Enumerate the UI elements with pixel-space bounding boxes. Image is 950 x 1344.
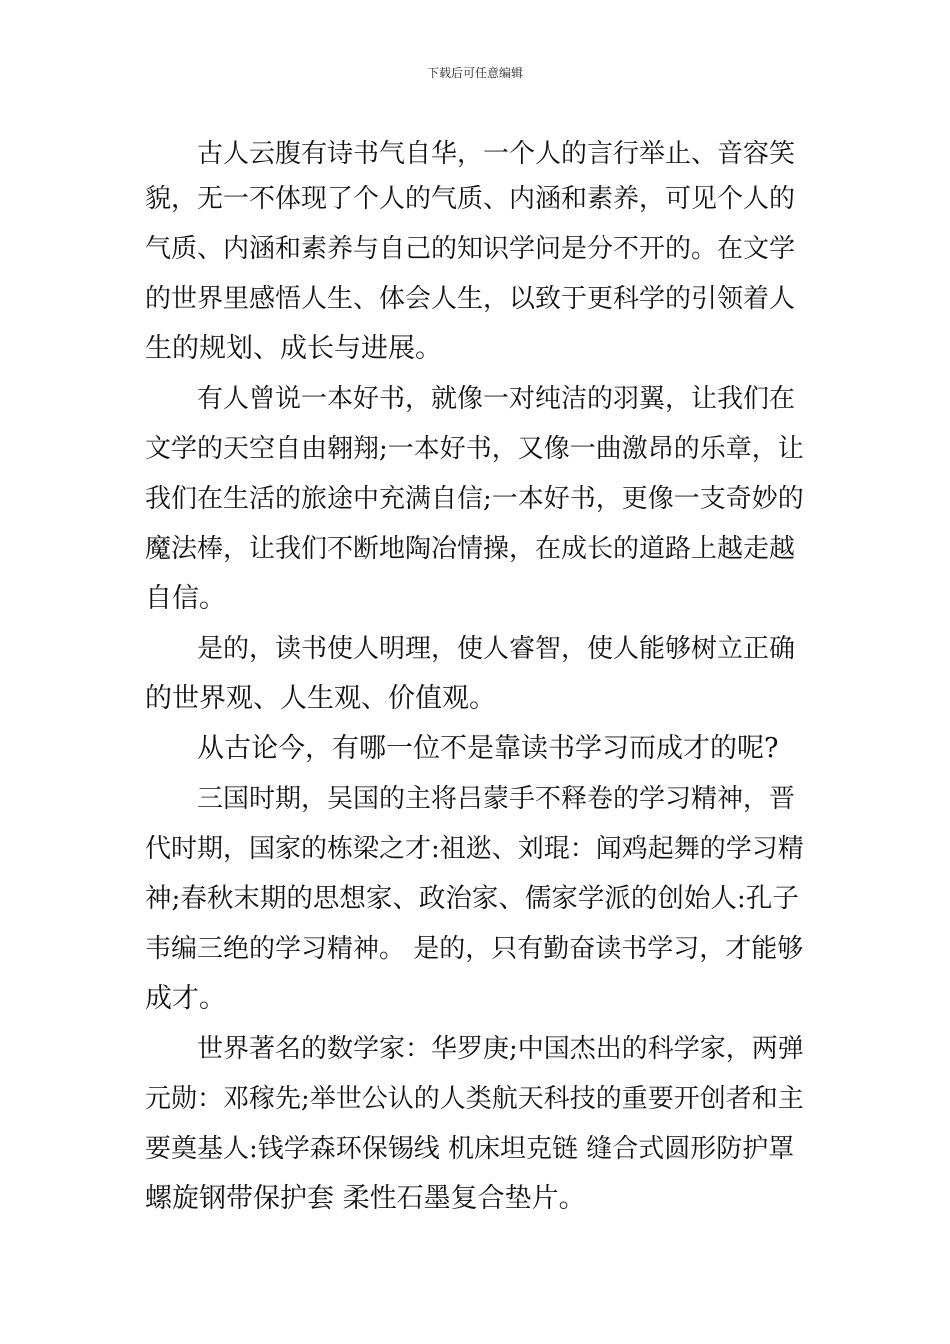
text-line: 世界著名的数学家：华罗庚;中国杰出的科学家，两弹 <box>197 1034 804 1064</box>
text-line: 从古论今，有哪一位不是靠读书学习而成才的呢? <box>197 733 779 764</box>
text-line: 文学的天空自由翱翔;一本好书，又像一曲激昂的乐章，让 <box>145 434 804 464</box>
text-line: 我们在生活的旅途中充满自信;一本好书，更像一支奇妙的 <box>145 484 804 514</box>
text-line: 古人云腹有诗书气自华，一个人的言行举止、音容笑 <box>197 139 796 169</box>
text-line: 元勋：邓稼先;举世公认的人类航天科技的重要开创者和主 <box>145 1084 804 1114</box>
text-line: 貌，无一不体现了个人的气质、内涵和素养，可见个人的 <box>145 184 796 214</box>
text-line: 魔法棒，让我们不断地陶冶情操，在成长的道路上越走越 <box>145 534 796 564</box>
text-line: 生的规划、成长与进展。 <box>145 333 442 364</box>
text-line: 代时期，国家的栋梁之才:祖逖、刘琨：闻鸡起舞的学习精 <box>145 834 804 864</box>
text-line: 的世界观、人生观、价值观。 <box>145 683 496 714</box>
text-line: 自信。 <box>145 583 226 614</box>
page-header: 下载后可任意编辑 <box>426 66 523 80</box>
text-line: 的世界里感悟人生、体会人生，以致于更科学的引领着人 <box>145 284 796 314</box>
text-line: 成才。 <box>145 983 226 1014</box>
text-line: 是的，读书使人明理，使人睿智，使人能够树立正确 <box>197 634 796 664</box>
text-line: 韦编三绝的学习精神。 是的，只有勤奋读书学习，才能够 <box>145 934 804 964</box>
text-line: 螺旋钢带保护套 柔性石墨复合垫片。 <box>145 1183 586 1214</box>
text-line: 神;春秋末期的思想家、政治家、儒家学派的创始人:孔子 <box>145 883 799 914</box>
text-line: 三国时期，吴国的主将吕蒙手不释卷的学习精神，晋 <box>197 784 796 814</box>
text-line: 气质、内涵和素养与自己的知识学问是分不开的。在文学 <box>145 234 796 264</box>
text-line: 要奠基人:钱学森环保锡线 机床坦克链 缝合式圆形防护罩 <box>145 1134 795 1164</box>
text-line: 有人曾说一本好书，就像一对纯洁的羽翼，让我们在 <box>197 384 796 414</box>
